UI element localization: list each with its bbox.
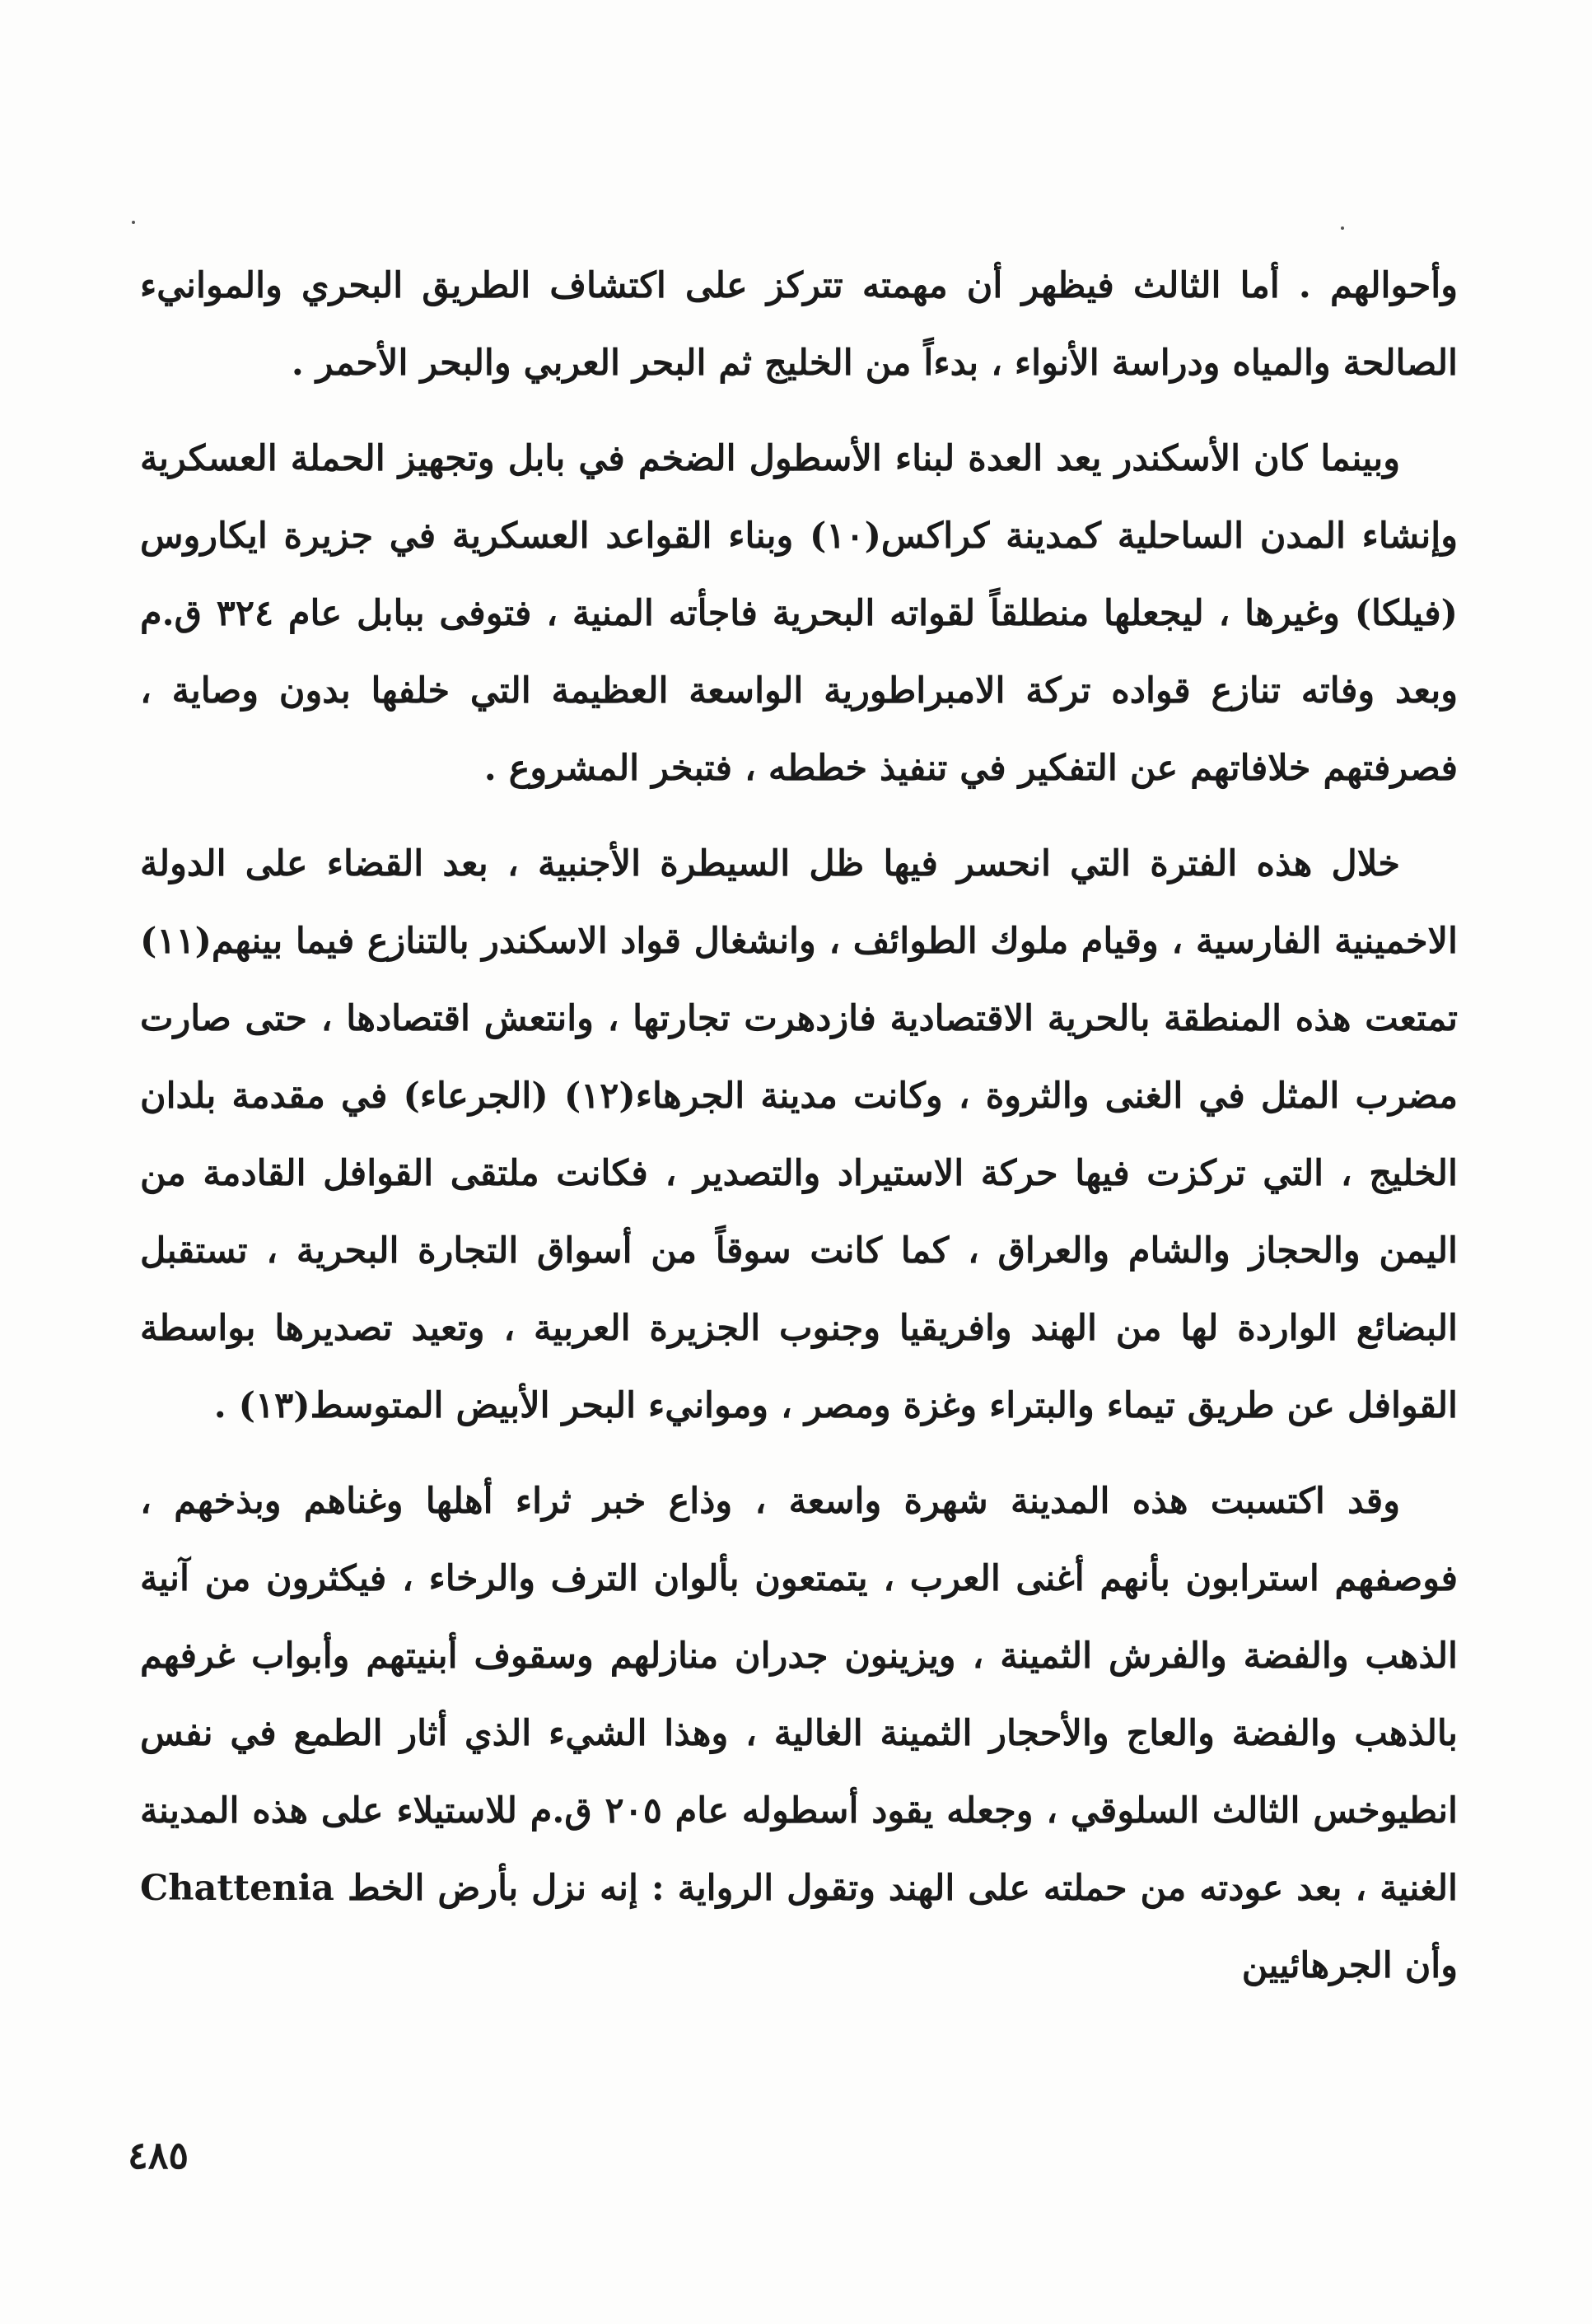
paragraph-2: وبينما كان الأسكندر يعد العدة لبناء الأسطول الضخم في بابل وتجهيز الحملة العسكرية وإنشاء المدن الساحلية كمدينة كراكس(١٠) وبناء القواعد العسكرية في جزيرة ايكاروس (فيلكا) وغيرها ، ليجعلها منطلقاً لقواته البحرية فاجأته المنية ، فتوفى ببابل عام ٣٢٤ ق.م وبعد وفاته تنازع قواده تركة الامبراطورية الواسعة العظيمة التي خلفها بدون وصاية ، فصرفتهم خلافاتهم عن التفكير في تنفيذ خططه ، فتبخر المشروع . <box>140 438 1458 789</box>
scan-speck <box>132 221 135 224</box>
scan-speck <box>1341 226 1344 230</box>
body-text <box>140 247 1458 2004</box>
paragraph-4: وقد اكتسبت هذه المدينة شهرة واسعة ، وذاع خبر ثراء أهلها وغناهم وبذخهم ، فوصفهم استرابون بأنهم أغنى العرب ، يتمتعون بألوان الترف والرخاء ، فيكثرون من آنية الذهب والفضة والفرش الثمينة ، ويزينون جدران منازلهم وسقوف أبنيتهم وأبواب غرفهم بالذهب والفضة والعاج والأحجار الثمينة الغالية ، وهذا الشيء الذي أثار الطمع في نفس انطيوخس الثالث السلوقي ، وجعله يقود أسطوله عام ٢٠٥ ق.م للاستيلاء على هذه المدينة الغنية ، بعد عودته من حملته على الهند وتقول الرواية : إنه نزل بأرض الخط Chattenia وأن الجرهائيين <box>140 1481 1458 1986</box>
paragraph-1: وأحوالهم . أما الثالث فيظهر أن مهمته تتركز على اكتشاف الطريق البحري والموانيء الصالحة والمياه ودراسة الأنواء ، بدءاً من الخليج ثم البحر العربي والبحر الأحمر . <box>140 265 1458 384</box>
page-number: ٤٨٥ <box>128 2133 189 2177</box>
paragraph-3: خلال هذه الفترة التي انحسر فيها ظل السيطرة الأجنبية ، بعد القضاء على الدولة الاخمينية الفارسية ، وقيام ملوك الطوائف ، وانشغال قواد الاسكندر بالتنازع فيما بينهم(١١) تمتعت هذه المنطقة بالحرية الاقتصادية فازدهرت تجارتها ، وانتعش اقتصادها ، حتى صارت مضرب المثل في الغنى والثروة ، وكانت مدينة الجرهاء(١٢) (الجرعاء) في مقدمة بلدان الخليج ، التي تركزت فيها حركة الاستيراد والتصدير ، فكانت ملتقى القوافل القادمة من اليمن والحجاز والشام والعراق ، كما كانت سوقاً من أسواق التجارة البحرية ، تستقبل البضائع الواردة لها من الهند وافريقيا وجنوب الجزيرة العربية ، وتعيد تصديرها بواسطة القوافل عن طريق تيماء والبتراء وغزة ومصر ، وموانيء البحر الأبيض المتوسط(١٣) . <box>140 843 1459 1426</box>
